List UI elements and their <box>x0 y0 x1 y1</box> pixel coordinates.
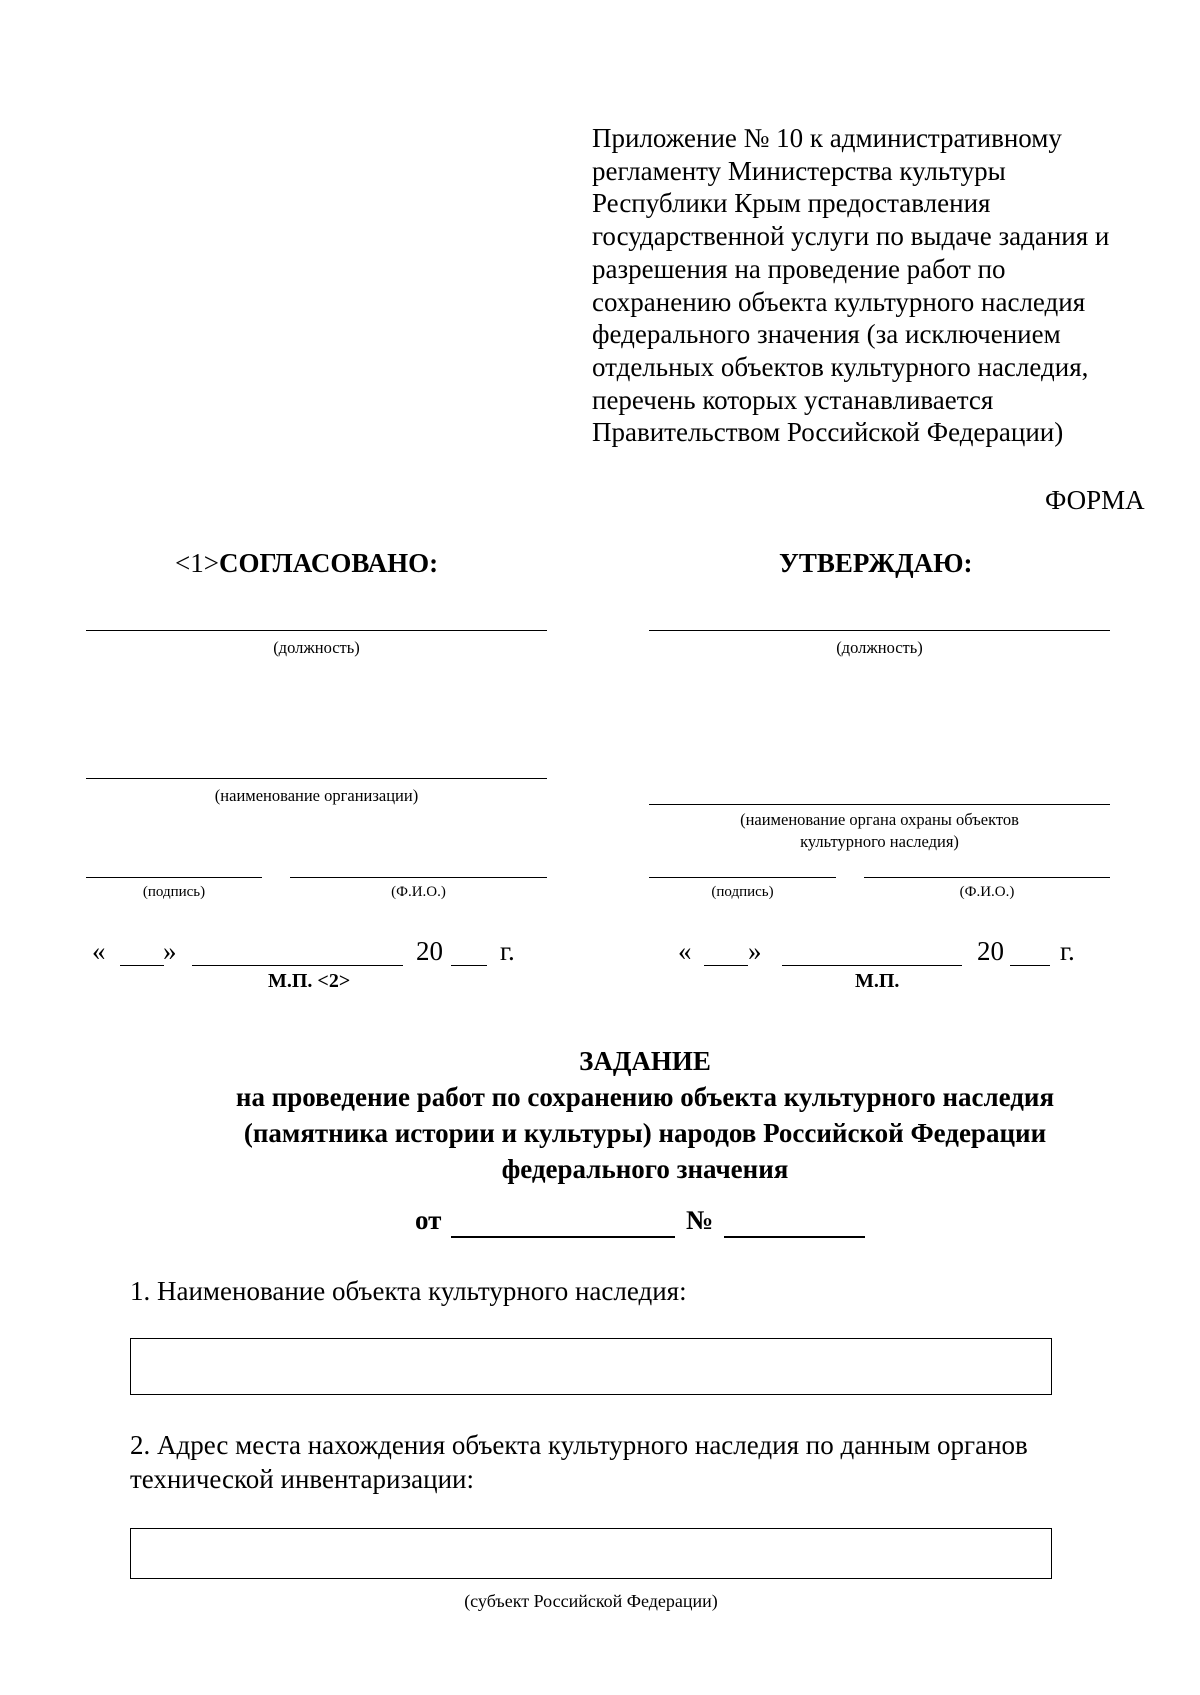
document-title <box>0 1043 1200 1187</box>
address-field[interactable] <box>130 1528 1052 1579</box>
title-line: (памятника истории и культуры) народов Российской Федерации <box>243 1118 1047 1148</box>
right-signature-caption: (подпись) <box>711 884 774 900</box>
left-year-prefix: 20 <box>416 936 443 966</box>
right-signature-line[interactable] <box>649 877 836 878</box>
appendix-line: сохранению объекта культурного наследия <box>592 286 1086 317</box>
right-org-line[interactable] <box>649 804 1110 805</box>
date-field[interactable] <box>451 1236 675 1238</box>
left-fio-line[interactable] <box>290 877 547 878</box>
appendix-line: федерального значения (за исключением <box>592 319 1061 350</box>
left-position-caption: (должность) <box>273 638 360 657</box>
left-date-open-quote: « <box>92 936 106 966</box>
appendix-line: Республики Крым предоставления <box>592 188 991 219</box>
section2-label-line1: 2. Адрес места нахождения объекта культурного наследия по данным органов <box>130 1430 1028 1460</box>
form-label: ФОРМА <box>1045 485 1145 515</box>
left-year-suffix: г. <box>500 936 515 966</box>
left-position-line[interactable] <box>86 630 547 631</box>
right-fio-line[interactable] <box>864 877 1110 878</box>
section1-label: 1. Наименование объекта культурного наследия: <box>130 1276 687 1306</box>
appendix-line: Правительством Российской Федерации) <box>592 417 1064 448</box>
left-org-line[interactable] <box>86 778 547 779</box>
title-line: на проведение работ по сохранению объекта культурного наследия <box>235 1082 1055 1112</box>
approve-heading: УТВЕРЖДАЮ: <box>779 548 973 578</box>
appendix-line: регламенту Министерства культуры <box>592 155 1006 186</box>
title-line: ЗАДАНИЕ <box>579 1046 711 1076</box>
appendix-line: государственной услуги по выдаче задания и <box>592 221 1110 252</box>
left-date-close-quote: » <box>163 936 177 966</box>
right-date-close-quote: » <box>748 936 762 966</box>
left-day-field[interactable] <box>120 965 164 966</box>
left-fio-caption: (Ф.И.О.) <box>391 884 446 900</box>
left-signature-line[interactable] <box>86 877 262 878</box>
right-year-prefix: 20 <box>977 936 1004 966</box>
left-signature-caption: (подпись) <box>142 884 206 900</box>
appendix-line: перечень которых устанавливается <box>592 384 994 415</box>
appendix-line: Приложение № 10 к административному <box>592 123 1062 153</box>
right-stamp-label: М.П. <box>855 970 900 992</box>
right-year-field[interactable] <box>1010 965 1050 966</box>
number-label: № <box>686 1205 714 1235</box>
address-caption: (субъект Российской Федерации) <box>464 1591 718 1611</box>
right-org-caption-line2: культурного наследия) <box>800 832 959 851</box>
appendix-note <box>592 122 1152 449</box>
right-date-open-quote: « <box>678 936 692 966</box>
from-label: от <box>415 1205 442 1235</box>
approved-heading-text: СОГЛАСОВАНО: <box>218 548 439 578</box>
right-day-field[interactable] <box>704 965 748 966</box>
right-org-caption-line1: (наименование органа охраны объектов <box>740 810 1019 829</box>
left-month-field[interactable] <box>192 965 403 966</box>
left-stamp-label: М.П. <2> <box>268 970 351 992</box>
appendix-line: разрешения на проведение работ по <box>592 253 1006 284</box>
title-line: федерального значения <box>501 1154 789 1184</box>
right-position-line[interactable] <box>649 630 1110 631</box>
section2-label-line2: технической инвентаризации: <box>130 1464 474 1494</box>
right-month-field[interactable] <box>782 965 962 966</box>
right-fio-caption: (Ф.И.О.) <box>959 884 1015 900</box>
left-org-caption: (наименование организации) <box>214 786 419 805</box>
footnote-ref: <1> <box>175 548 219 578</box>
object-name-field[interactable] <box>130 1338 1052 1395</box>
approved-heading <box>175 548 438 579</box>
right-position-caption: (должность) <box>836 638 923 657</box>
appendix-line: отдельных объектов культурного наследия, <box>592 351 1089 382</box>
right-year-suffix: г. <box>1060 936 1075 966</box>
left-year-field[interactable] <box>451 965 487 966</box>
number-field[interactable] <box>724 1236 865 1238</box>
